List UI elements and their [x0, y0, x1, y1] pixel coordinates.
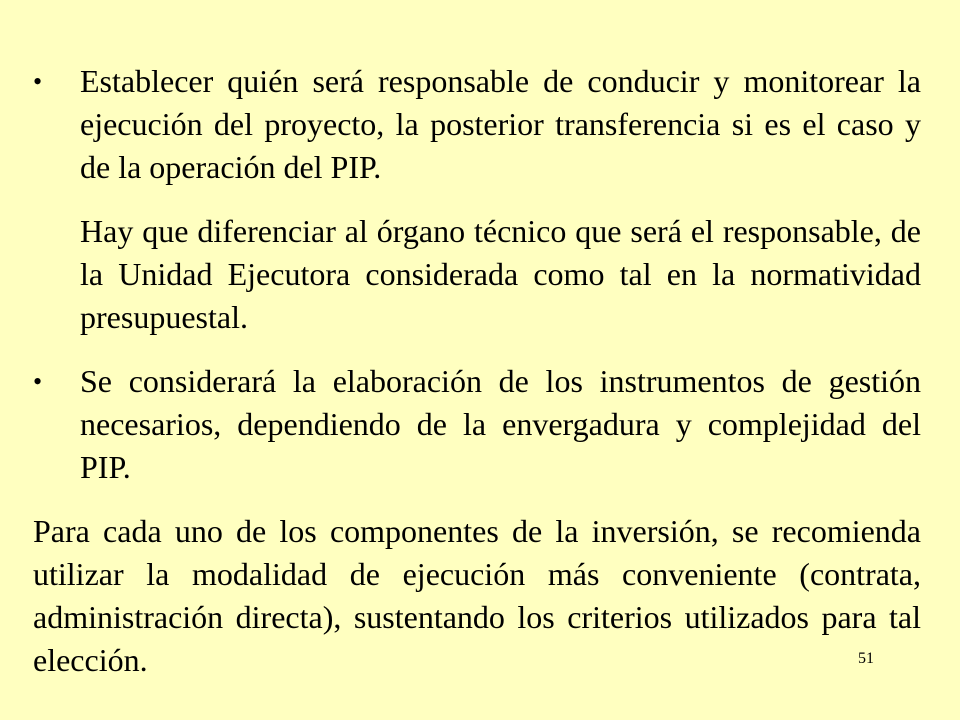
bullet-marker-2: •	[33, 367, 43, 396]
bullet-subparagraph-1: Hay que diferenciar al órgano técnico que será el responsable, de la Unidad Ejecutora considerada como tal en la normatividad presupuestal.	[80, 213, 921, 335]
bullet-text-2: Se considerará la elaboración de los instrumentos de gestión necesarios, dependiendo de la envergadura y complejidad del PIP.	[80, 363, 921, 485]
bullet-text-1: Establecer quién será responsable de conducir y monitorear la ejecución del proyecto, la posterior transferencia si es el caso y de la operación del PIP.	[80, 63, 921, 185]
page-number: 51	[858, 650, 874, 667]
bullet-marker-1: •	[33, 67, 43, 96]
closing-paragraph: Para cada uno de los componentes de la inversión, se recomienda utilizar la modalidad de ejecución más conveniente (contrata, administración directa), sustentando los criterios utilizados para tal elección.	[33, 513, 921, 678]
